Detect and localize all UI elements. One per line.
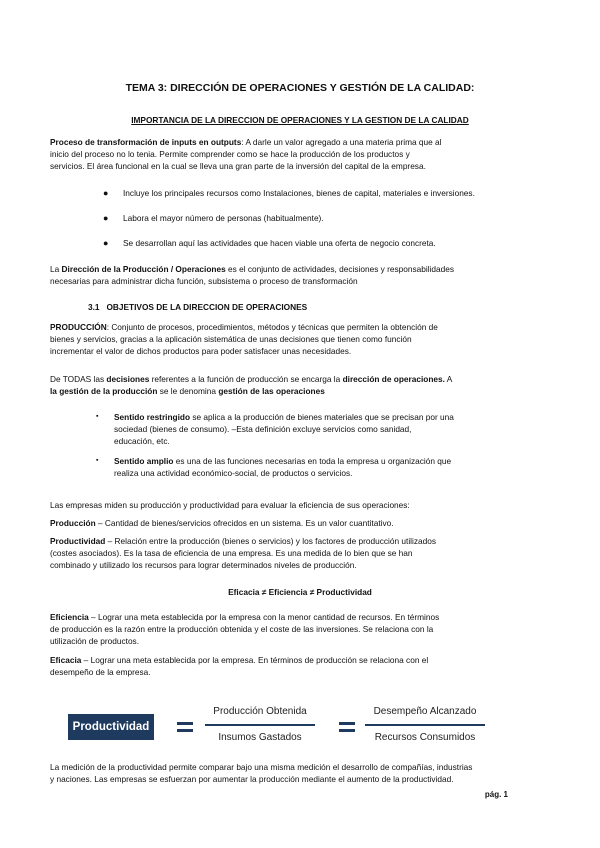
produccion-line-3: incrementar el valor de dichos productos para poder satisfacer unas necesidades. [50,346,352,356]
section-title: OBJETIVOS DE LA DIRECCION DE OPERACIONES [106,302,308,312]
medicion-paragraph: La medición de la productividad permite comparar bajo una misma medición el desarrollo de compañías, industrias y naciones. Las empresas se esfuerzan por aumentar la producción mediante el aumento de la productividad. [50,762,473,784]
intro-paragraph [50,136,550,172]
equals-icon [177,722,193,732]
eficiencia-paragraph: Eficiencia – Lograr una meta establecida por la empresa con la menor cantidad de recursos. En términos de producción es la razón entre la producción obtenida y el coste de las inversiones. Se relaciona con la utilización de productos. [50,612,440,646]
fraction-line-2 [365,724,485,726]
square-bullet-icon: ▪ [96,413,99,420]
numerator-1: Producción Obtenida [213,706,307,717]
denominator-2: Recursos Consumidos [374,732,476,743]
direccion-line-2: necesarias para administrar dicha función, subsistema o proceso de transformación [50,276,358,286]
section-subtitle: IMPORTANCIA DE LA DIRECCION DE OPERACIONES Y LA GESTION DE LA CALIDAD [131,115,469,125]
decisiones-line-1: De TODAS las decisiones referentes a la función de producción se encarga la dirección de operaciones. A [50,374,453,384]
productividad-paragraph: Productividad – Relación entre la producción (bienes o servicios) y los factores de producción utilizados (costes asociados). Es la tasa de eficiencia de una empresa. Es una medida de lo bien que se han combinado y utilizado los recursos para lograr determinados niveles de producción. [50,536,436,570]
square-bullet-icon: ▪ [96,457,99,464]
bullet-icon: ● [103,213,109,223]
page-title: TEMA 3: DIRECCIÓN DE OPERACIONES Y GESTIÓN DE LA CALIDAD: [125,82,475,94]
direccion-paragraph [50,263,550,287]
decisiones-line-2: la gestión de la producción se le denomina gestión de las operaciones [50,386,325,396]
numerator-2: Desempeño Alcanzado [373,706,477,717]
section-heading [88,301,307,313]
intro-line-3: servicios. El área funcional en la cual se lleva una gran parte de la inversión del capital de la empresa. [50,161,426,171]
productividad-label: Productividad [68,714,154,740]
produccion-paragraph: Producción – Cantidad de bienes/servicios ofrecidos en un sistema. Es un valor cuantitativo. [50,518,394,528]
fraction-line-1 [205,724,315,726]
eficacia-paragraph: Eficacia – Lograr una meta establecida por la empresa. En términos de producción se relaciona con el desempeño de la empresa. [50,655,429,677]
section-number: 3.1 [88,302,100,312]
document-page: TEMA 3: DIRECCIÓN DE OPERACIONES Y GESTIÓN DE LA CALIDAD: IMPORTANCIA DE LA DIRECCION DE OPERACIONES Y LA GESTION DE LA CALIDAD Proceso de transformación de inputs en outputs: A darle un valor agregado a una materia prima que al inicio del proceso no lo tenia. Permite comprender como se hace la producción de los productos y servicios. El área funcional en la cual se lleva una gran parte de la inversión del capital de la empresa. ● Incluye los principales recursos como Instalaciones, bienes de capital, materiales e inversiones. ● Labora el mayor número de personas (habitualmente). ● Se desarrollan aquí las actividades que hacen viable una oferta de negocio concreta. La Dirección de la Producción / Operaciones es el conjunto de actividades, decisiones y responsabilidades necesarias para administrar dicha función, subsistema o proceso de transformación 3.1 OBJETIVOS DE LA DIRECCION DE OPERACIONES PRODUCCIÓN: Conjunto de procesos, procedimientos, métodos y técnicas que permiten la obtención de bienes y servicios, gracias a la aplicación sistemática de unas decisiones que tienen como función incrementar el valor de dichos productos para poder satisfacer unas necesidades. De TODAS las decisiones referentes a la función de producción se encarga la dirección de operaciones. A la gestión de la producción se le denomina gestión de las operaciones ▪ Sentido restringido se aplica a la producción de bienes materiales que se precisan por una sociedad (bienes de consumo). –Esta definición excluye servicios como sanidad, educación, etc. ▪ Sentido amplio es una de las funciones necesarias en toda la empresa u organización que realiza una actividad económico-social, de productos o servicios. Las empresas miden su producción y productividad para evaluar la eficiencia de sus operaciones: Producción – Cantidad de bienes/servicios ofrecidos en un sistema. Es un valor cuantitativo. Productividad – Relación entre la producción (bienes o servicios) y los factores de producción utilizados (costes asociados). Es la tasa de eficiencia de una empresa. Es una medida de lo bien que se han combinado y utilizado los recursos para lograr determinados niveles de producción. Eficacia ≠ Eficiencia ≠ Productividad Eficiencia – Lograr una meta establecida por la empresa con la menor cantidad de recursos. En términos de producción es la razón entre la producción obtenida y el coste de las inversiones. Se relaciona con la utilización de productos. Eficacia – Lograr una meta establecida por la empresa. En términos de producción se relaciona con el desempeño de la empresa. Productividad Producción Obtenida Insumos Gastados Desempeño Alcanzado Recursos Consumidos La medición de la productividad permite comparar bajo una misma medición el desarrollo de compañías, industrias y naciones. Las empresas se esfuerzan por aumentar la producción mediante el aumento de la productividad. pág. 1 [0,0,600,848]
eficacia-heading: Eficacia ≠ Eficiencia ≠ Productividad [228,587,372,597]
produccion-definition [50,321,550,357]
intro-line-2: inicio del proceso no lo tenia. Permite comprender como se hace la producción de los productos y [50,149,410,159]
equals-icon [339,722,355,732]
produccion-line-2: bienes y servicios, gracias a la aplicación sistemática de unas decisiones que tienen como función [50,334,412,344]
bullet-icon: ● [103,238,109,248]
direccion-line-1: La Dirección de la Producción / Operaciones es el conjunto de actividades, decisiones y responsabilidades [50,264,455,274]
bullet-icon: ● [103,188,109,198]
page-number: pág. 1 [484,790,508,799]
produccion-line-1: PRODUCCIÓN: Conjunto de procesos, procedimientos, métodos y técnicas que permiten la obtención de [50,322,438,332]
intro-line-1: Proceso de transformación de inputs en outputs: A darle un valor agregado a una materia prima que al [50,137,442,147]
decisiones-paragraph [50,373,550,397]
miden-paragraph: Las empresas miden su producción y productividad para evaluar la eficiencia de sus operaciones: [50,500,410,510]
denominator-1: Insumos Gastados [218,732,302,743]
